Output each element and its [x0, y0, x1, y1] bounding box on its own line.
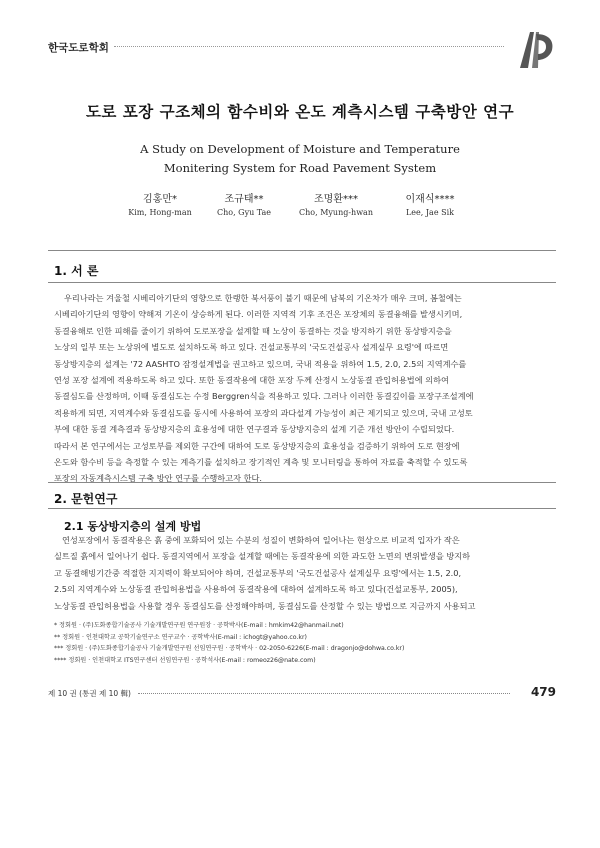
title-english-line: Monitering System for Road Pavement System [163, 161, 437, 175]
author-name-english: Cho, Gyu Tae [217, 208, 271, 217]
road-logo-icon [516, 30, 556, 70]
author [194, 190, 294, 217]
section-rule [48, 250, 556, 251]
text-line: 노상동결 관입허용법을 사용할 경우 동결심도를 산정해야하며, 동결심도를 산정할 수 있는 방법으로 지금까지 사용되고 [54, 600, 476, 611]
text-line: 온도와 함수비 등을 측정할 수 있는 계측기를 설치하고 장기적인 계측 및 모니터링을 통하여 자료를 축적할 수 있도록 [54, 457, 468, 468]
footnote: ** 정회원 · 인천대학교 공학기술연구소 연구교수 · 공학박사(E-mail : ichogt@yahoo.co.kr) [54, 633, 307, 641]
text-line: 우리나라는 겨울철 시베리아기단의 영향으로 한랭한 북서풍이 불기 때문에 남북의 기온차가 매우 크며, 봄철에는 [64, 293, 462, 303]
text-line: 고 동결해빙기간중 적절한 지지력이 확보되어야 하며, 건설교통부의 '국도건설공사 설계실무 요령'에서는 1.5, 2.0, [54, 567, 462, 578]
section-rule [48, 508, 556, 509]
text-line: 동결심도를 산정하며, 이때 동결심도는 수정 Berggren식을 적용하고 있다. 그러나 이러한 동결깊이를 포장구조설계에 [54, 391, 474, 402]
footnote: *** 정회원 · (주)도화종합기술공사 기술개발연구원 선임연구원 · 공학박사 · 02-2050-6226(E-mail : dragonjo@dohwa.co.kr) [54, 645, 405, 652]
author-name-korean: 조규태** [224, 194, 264, 205]
author-name-english: Kim, Hong-man [128, 208, 192, 217]
text-line: 연성포장에서 동결작용은 흙 중에 포화되어 있는 수분의 성질이 변화하여 일어나는 현상으로 비교적 입자가 작은 [62, 535, 460, 545]
text-line: 동상방지층의 설계는 '72 AASHTO 잠정설계법을 권고하고 있으며, 국내 적용을 위하여 1.5, 2.0, 2.5의 지역계수를 [54, 358, 467, 369]
text-line: 실트질 흙에서 일어나기 쉽다. 동결지역에서 포장을 설계할 때에는 동결작용에 의한 과도한 노면의 변위발생을 방지하 [54, 551, 471, 562]
section-heading-literature-review: 2. 문헌연구 [54, 492, 118, 506]
footnote: **** 정회원 · 인천대학교 ITS연구센터 선임연구원 · 공학석사(E-mail : romeoz26@nate.com) [54, 656, 316, 664]
footer-dotted-rule [138, 693, 510, 694]
section-rule [48, 482, 556, 483]
literature-review-body [54, 532, 550, 614]
author-name-korean: 이재식**** [405, 194, 455, 205]
author-name-korean: 김홍만* [143, 194, 177, 205]
society-name: 한국도로학회 [48, 42, 109, 54]
author-name-english: Cho, Myung-hwan [299, 208, 373, 217]
title-english-line: A Study on Development of Moisture and Temperature [140, 142, 460, 156]
footnote: * 정회원 · (주)도화종합기술공사 기술개발연구원 연구원장 · 공학박사(E-mail : hmkim42@hanmail.net) [54, 622, 344, 629]
text-line: 부에 대한 동결 계측결과 동상방지층의 효용성에 대한 연구결과 동상방지층의 설계 기준 개선 방안이 수립되었다. [54, 424, 455, 435]
text-line: 동결융해로 인한 피해를 줄이기 위하여 도로포장을 설계할 때 노상이 동결하는 것을 방지하기 위한 동상방지층을 [54, 325, 452, 336]
text-line: 따라서 본 연구에서는 고성토부를 제외한 구간에 대하여 도로 동상방지층의 효용성을 검증하기 위하여 도로 현장에 [54, 440, 460, 451]
text-line: 연성 포장 설계에 적용하도록 하고 있다. 또한 동결작용에 대한 포장 두께 산정시 노상동결 관입허용법에 의하여 [54, 375, 449, 386]
text-line: 시베리아기단의 영향이 약해져 기온이 상승하게 된다. 이러한 지역적 기후 조건은 포장체의 동결융해를 발생시키며, [54, 309, 463, 320]
text-line: 적용하게 되면, 지역계수와 동결심도를 동시에 사용하여 포장의 과다설계 가능성이 최근 제기되고 있으며, 국내 고성토 [54, 407, 473, 418]
author-name-english: Lee, Jae Sik [405, 208, 454, 217]
text-line: 포장의 자동계측시스템 구축 방안 연구를 수행하고자 한다. [54, 473, 263, 484]
page-header [48, 36, 556, 76]
footnotes [54, 620, 554, 666]
introduction-body [54, 290, 550, 487]
author-list [110, 190, 510, 220]
section-heading-introduction: 1. 서 론 [54, 264, 99, 278]
author [286, 190, 386, 217]
author-name-korean: 조명환*** [314, 194, 358, 205]
subsection-heading: 2.1 동상방지층의 설계 방법 [64, 520, 202, 533]
page-footer [48, 686, 556, 700]
header-dotted-rule [114, 46, 504, 47]
volume-info: 제 10 권 (통권 제 10 輯) [48, 689, 131, 698]
page-number: 479 [530, 685, 556, 699]
text-line: 노상의 일부 또는 노상위에 별도로 설치하도록 하고 있다. 건설교통부의 '국도건설공사 설계실무 요령'에 따르면 [54, 342, 449, 353]
paper-title-korean: 도로 포장 구조체의 함수비와 온도 계측시스템 구축방안 연구 [85, 103, 515, 121]
paper-title-english [0, 140, 600, 178]
text-line: 2.5의 지역계수와 노상동결 관입허용법을 사용하여 동결작용에 대하여 설계하도록 하고 있다(건설교통부, 2005), [54, 584, 458, 595]
author [380, 190, 480, 217]
section-rule [48, 282, 556, 283]
